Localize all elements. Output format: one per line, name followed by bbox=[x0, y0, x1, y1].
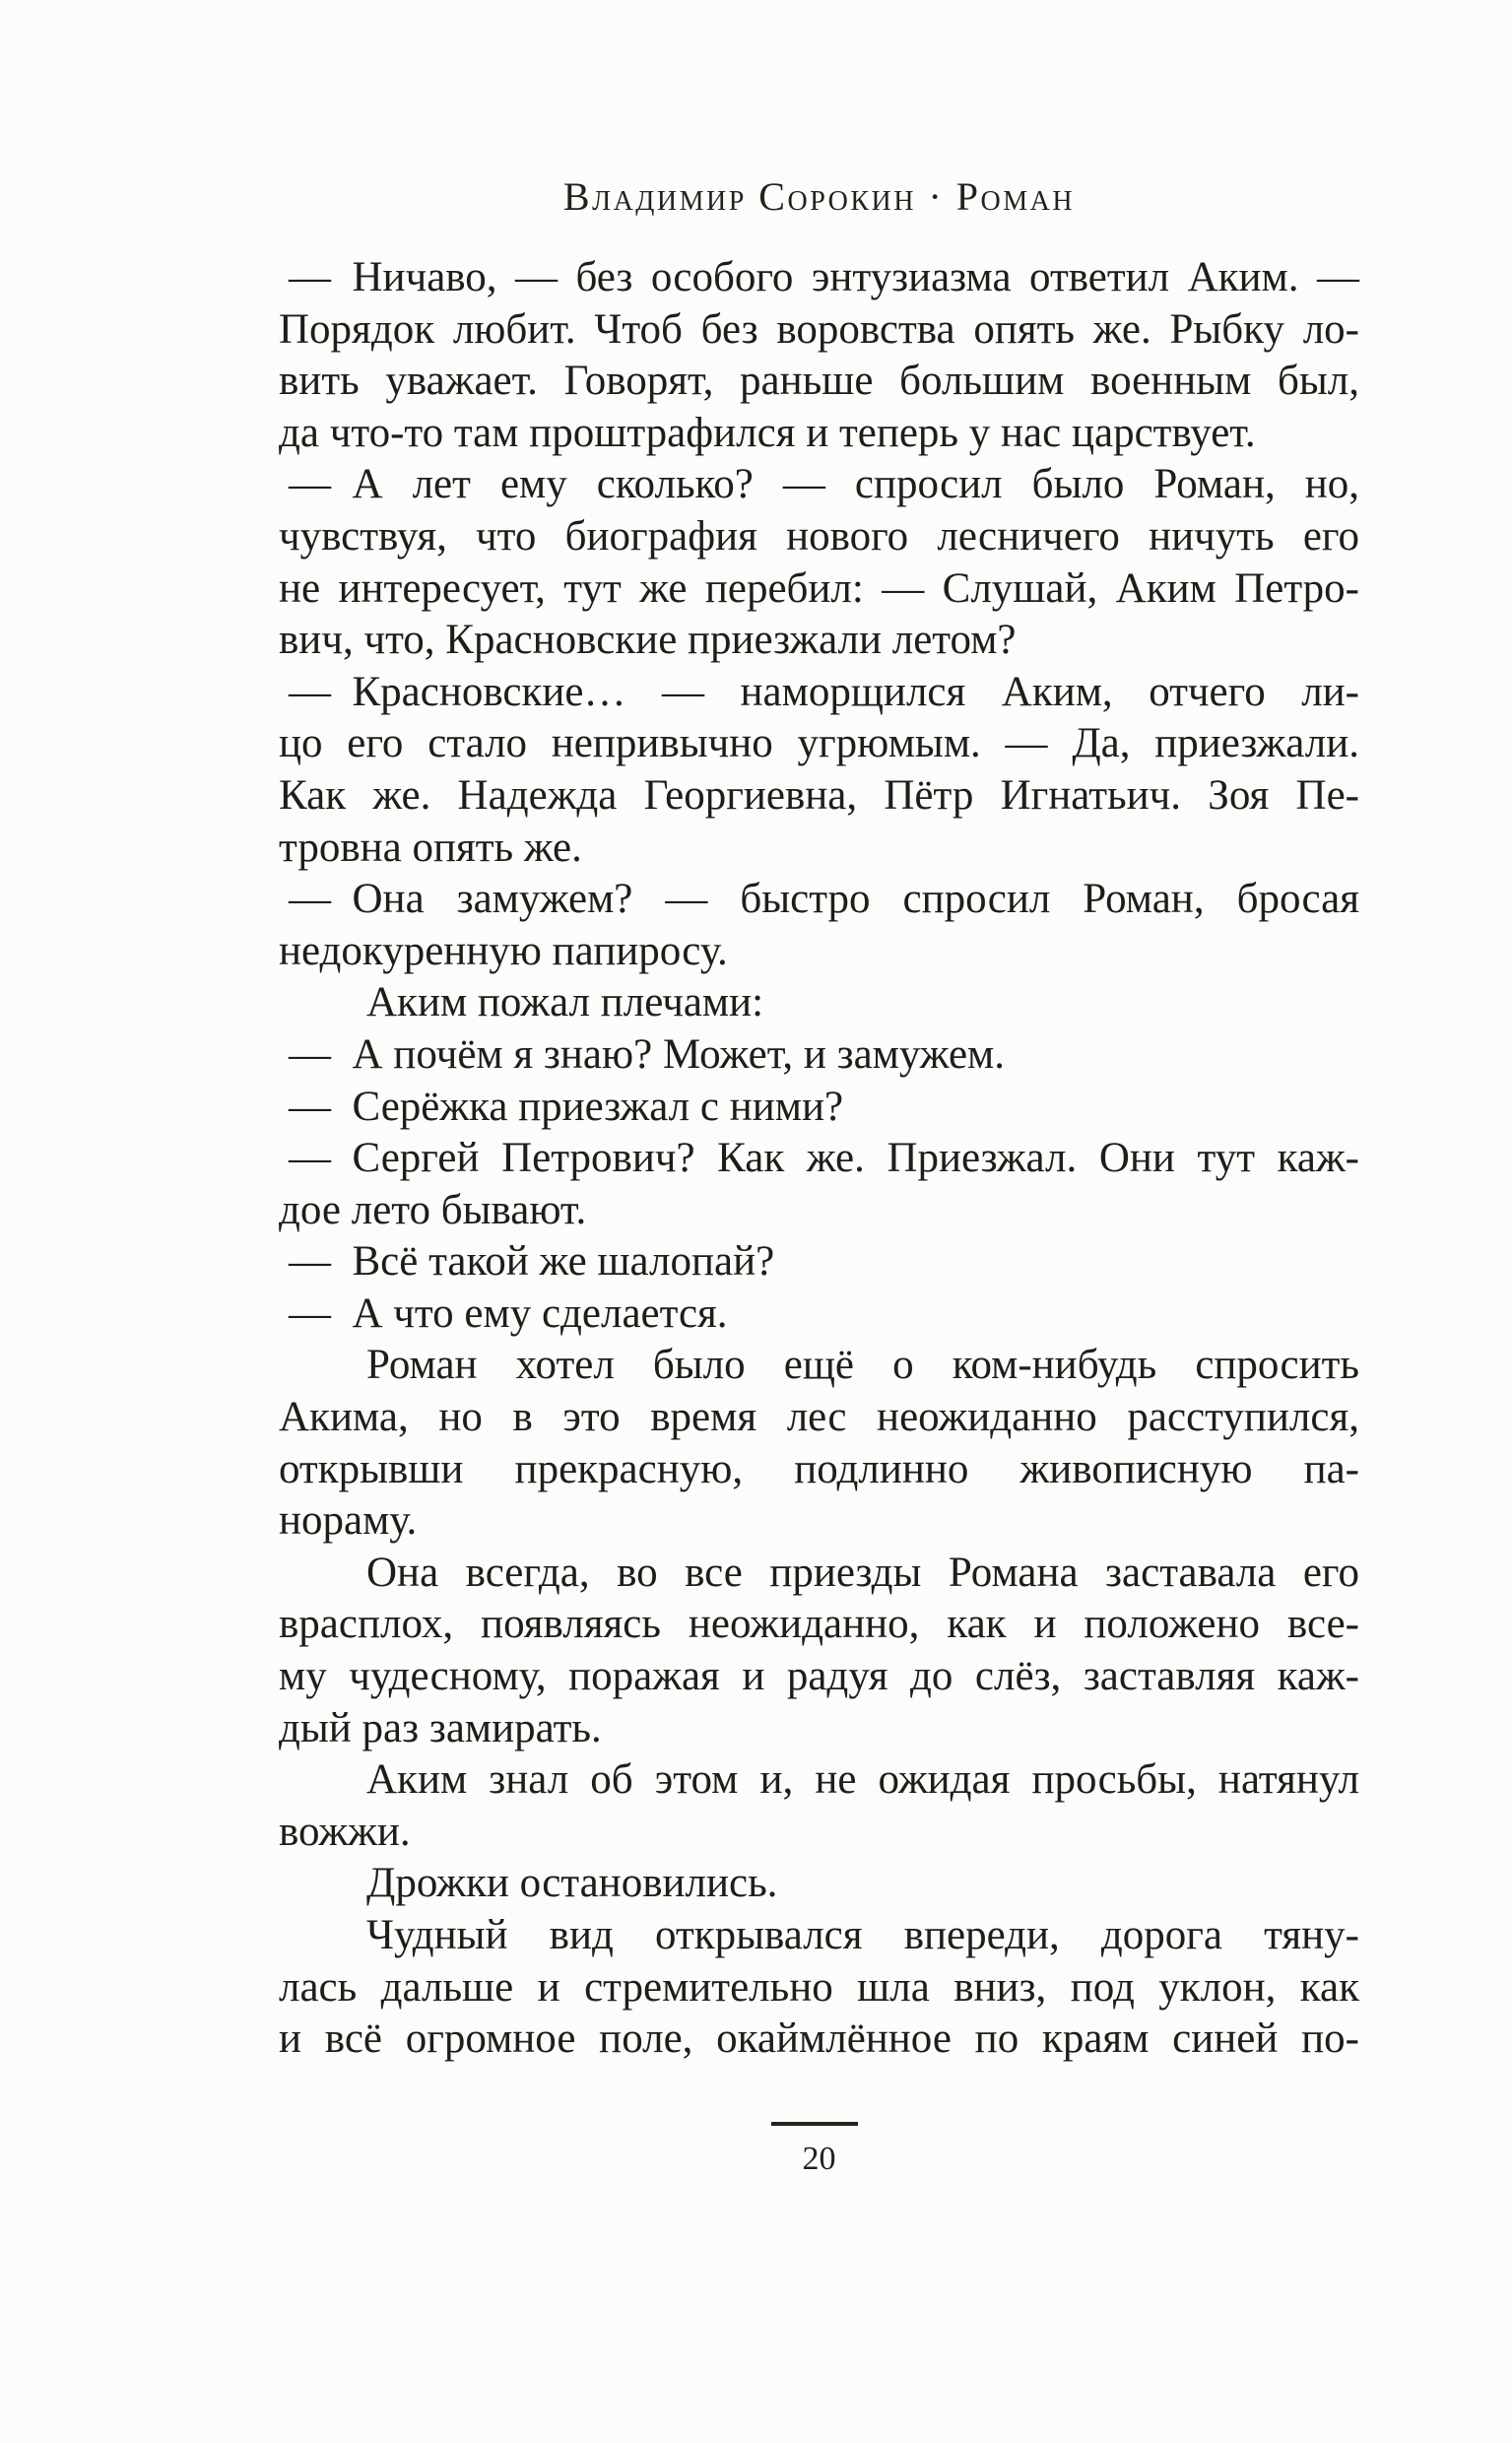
text-line: Порядок любит. Чтоб без воровства опять же. Рыбку ло- bbox=[279, 305, 1359, 353]
text-line: — Сергей Петрович? Как же. Приезжал. Они тут каж- bbox=[289, 1135, 1359, 1182]
text-line: дый раз замирать. bbox=[279, 1704, 602, 1751]
text-line: чувствуя, что биография нового лесничего ничуть его bbox=[279, 512, 1359, 560]
text-line: цо его стало непривычно угрюмым. — Да, приезжали. bbox=[279, 720, 1359, 767]
text-line: — Серёжка приезжал с ними? bbox=[289, 1083, 844, 1130]
text-line: открывши прекрасную, подлинно живописную па- bbox=[279, 1445, 1359, 1492]
footer-divider-rule bbox=[771, 2122, 858, 2126]
body-text bbox=[279, 252, 1359, 2066]
running-header: Владимир Сорокин · Роман bbox=[562, 174, 1076, 219]
text-line: врасплох, появляясь неожиданно, как и положено все- bbox=[279, 1601, 1359, 1648]
text-line: Она всегда, во все приезды Романа заставала его bbox=[366, 1549, 1359, 1596]
text-line: Роман хотел было ещё о ком-нибудь спросить bbox=[366, 1342, 1359, 1389]
text-line: Дрожки остановились. bbox=[366, 1860, 778, 1907]
text-line: — Ничаво, — без особого энтузиазма ответил Аким. — bbox=[289, 254, 1359, 300]
text-line: недокуренную папиросу. bbox=[279, 927, 728, 974]
text-line: — Она замужем? — быстро спросил Роман, бросая bbox=[289, 876, 1359, 923]
text-line: — А почём я знаю? Может, и замужем. bbox=[289, 1030, 1005, 1078]
text-line: да что-то там проштрафился и теперь у нас царствует. bbox=[279, 409, 1256, 456]
page-number: 20 bbox=[802, 2141, 836, 2177]
text-line: тровна опять же. bbox=[279, 824, 582, 871]
text-line: — А что ему сделается. bbox=[289, 1289, 728, 1337]
text-line: нораму. bbox=[279, 1497, 418, 1545]
text-line: Аким пожал плечами: bbox=[366, 979, 764, 1026]
text-line: — Всё такой же шалопай? bbox=[289, 1238, 775, 1286]
text-line: не интересует, тут же перебил: — Слушай, Аким Петро- bbox=[279, 564, 1359, 612]
text-line: Чудный вид открывался впереди, дорога тяну- bbox=[366, 1912, 1359, 1958]
text-line: и всё огромное поле, окаймлённое по краям синей по- bbox=[279, 2015, 1359, 2063]
text-line: — А лет ему сколько? — спросил было Роман, но, bbox=[289, 461, 1359, 508]
text-line: Аким знал об этом и, не ожидая просьбы, натянул bbox=[366, 1756, 1359, 1804]
text-line: вич, что, Красновские приезжали летом? bbox=[279, 617, 1017, 664]
text-line: вить уважает. Говорят, раньше большим военным был, bbox=[279, 358, 1359, 405]
text-line: вожжи. bbox=[279, 1808, 411, 1855]
text-line: Акима, но в это время лес неожиданно расступился, bbox=[279, 1394, 1359, 1441]
text-line: дое лето бывают. bbox=[279, 1186, 587, 1233]
text-line: му чудесному, поражая и радуя до слёз, заставляя каж- bbox=[279, 1653, 1359, 1700]
text-line: лась дальше и стремительно шла вниз, под уклон, как bbox=[279, 1963, 1359, 2011]
text-line: — Красновские… — наморщился Аким, отчего ли- bbox=[289, 668, 1359, 715]
text-line: Как же. Надежда Георгиевна, Пётр Игнатьич. Зоя Пе- bbox=[279, 771, 1359, 819]
